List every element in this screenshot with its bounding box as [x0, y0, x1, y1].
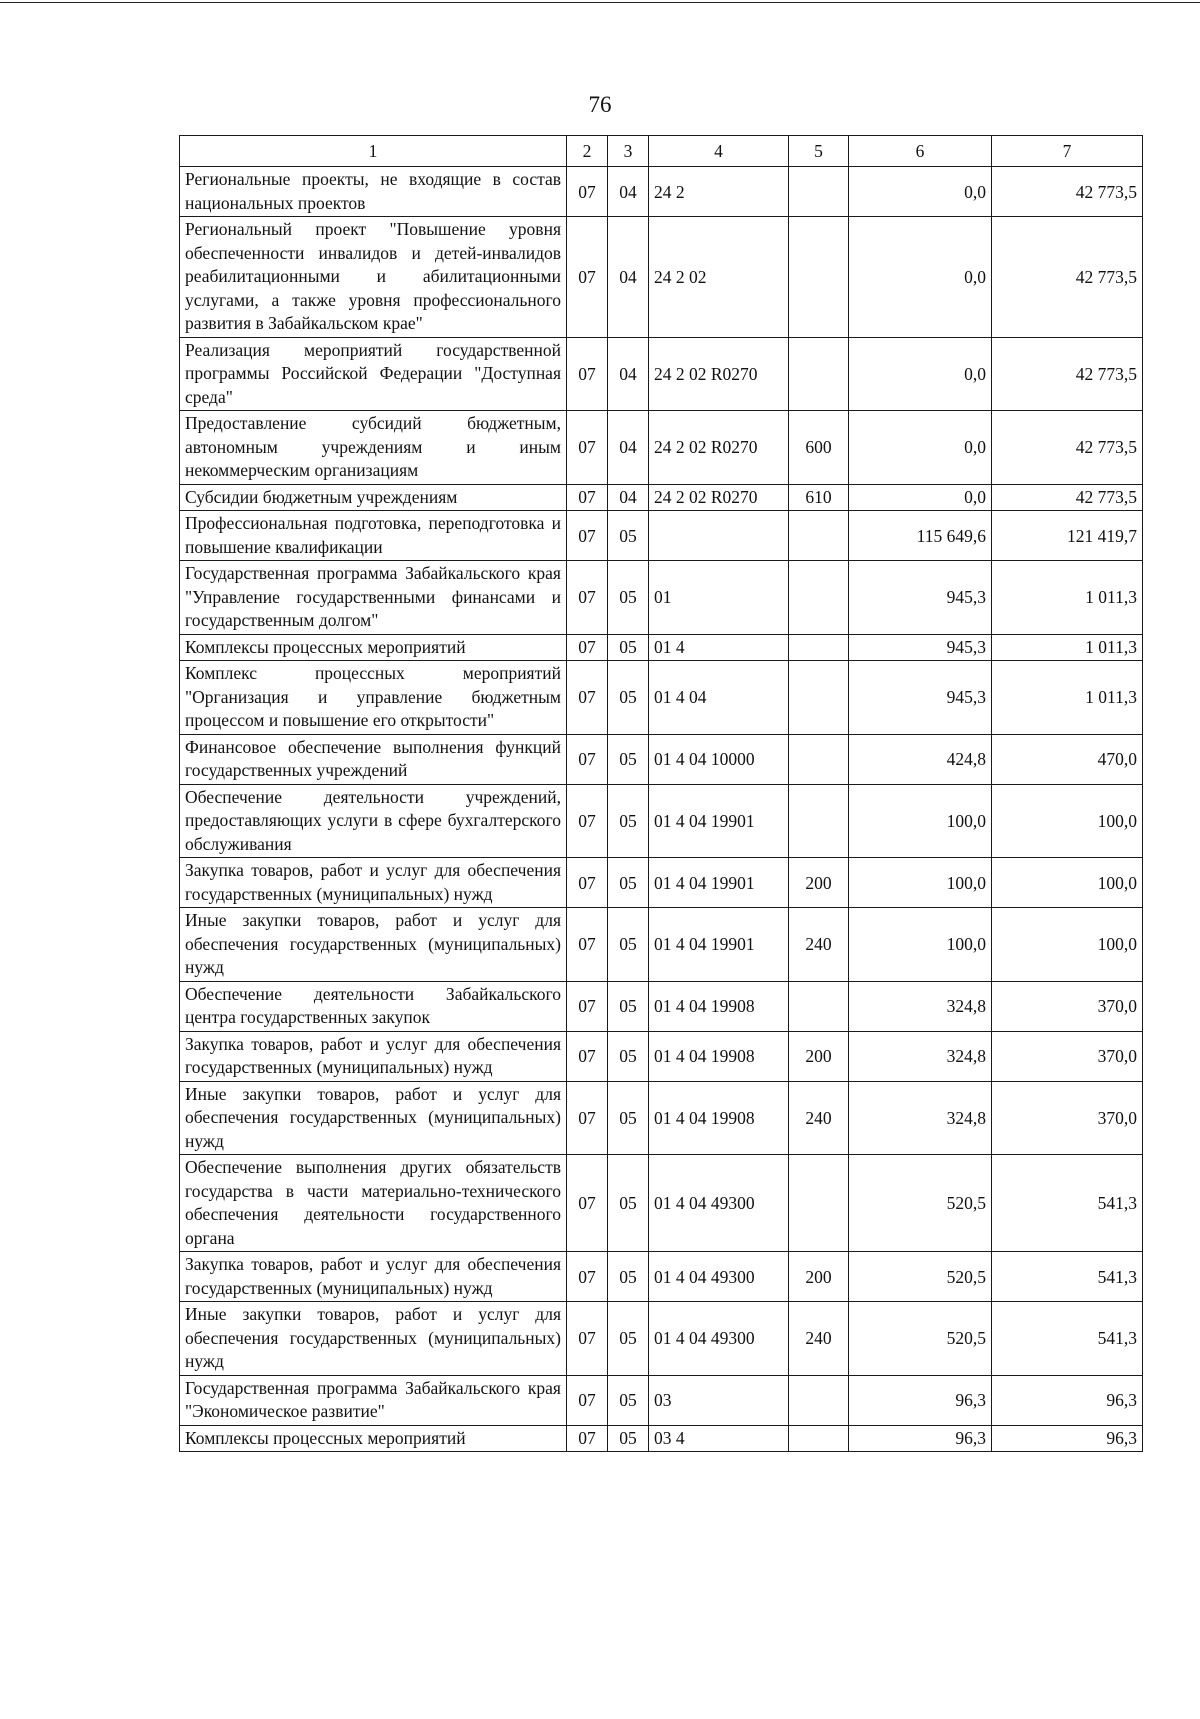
amount-col6: 424,8: [849, 734, 992, 784]
expenditure-name: Предоставление субсидий бюджетным, автономным учреждениям и иным некоммерческим организациям: [180, 411, 567, 485]
expenditure-name: Реализация мероприятий государственной программы Российской Федерации "Доступная среда": [180, 337, 567, 411]
amount-col6: 0,0: [849, 411, 992, 485]
expense-type-code: [789, 511, 849, 561]
section-code: 07: [567, 484, 608, 511]
expense-type-code: 600: [789, 411, 849, 485]
section-code: 07: [567, 511, 608, 561]
target-article-code: 24 2 02 R0270: [649, 411, 789, 485]
amount-col6: 324,8: [849, 1031, 992, 1081]
amount-col7: 100,0: [992, 908, 1143, 982]
target-article-code: 01 4 04 19901: [649, 858, 789, 908]
expense-type-code: 610: [789, 484, 849, 511]
header-cell: 4: [649, 136, 789, 167]
target-article-code: 24 2 02 R0270: [649, 337, 789, 411]
table-row: [180, 1031, 1143, 1081]
amount-col7: 1 011,3: [992, 561, 1143, 635]
target-article-code: 01 4 04 19908: [649, 981, 789, 1031]
amount-col6: 96,3: [849, 1425, 992, 1452]
expense-type-code: 200: [789, 858, 849, 908]
subsection-code: 04: [608, 411, 649, 485]
table-row: [180, 1425, 1143, 1452]
table-row: [180, 1375, 1143, 1425]
section-code: 07: [567, 1425, 608, 1452]
section-code: 07: [567, 981, 608, 1031]
subsection-code: 05: [608, 634, 649, 661]
subsection-code: 05: [608, 511, 649, 561]
table-row: [180, 634, 1143, 661]
target-article-code: 24 2 02: [649, 217, 789, 338]
amount-col7: 42 773,5: [992, 411, 1143, 485]
table-body: [180, 136, 1143, 1452]
expenditure-name: Обеспечение деятельности учреждений, предоставляющих услуги в сфере бухгалтерского обслуживания: [180, 784, 567, 858]
amount-col6: 0,0: [849, 484, 992, 511]
amount-col6: 945,3: [849, 661, 992, 735]
expense-type-code: [789, 734, 849, 784]
table-row: [180, 511, 1143, 561]
target-article-code: 01 4 04 19901: [649, 908, 789, 982]
amount-col6: 520,5: [849, 1155, 992, 1252]
expenditure-name: Обеспечение деятельности Забайкальского центра государственных закупок: [180, 981, 567, 1031]
target-article-code: 01 4 04 19901: [649, 784, 789, 858]
section-code: 07: [567, 1302, 608, 1376]
table-row: [180, 908, 1143, 982]
expense-type-code: [789, 337, 849, 411]
expense-type-code: [789, 1375, 849, 1425]
expense-type-code: 240: [789, 1081, 849, 1155]
table-row: [180, 1252, 1143, 1302]
amount-col6: 100,0: [849, 858, 992, 908]
table-row: [180, 337, 1143, 411]
expenditure-name: Региональные проекты, не входящие в состав национальных проектов: [180, 167, 567, 217]
amount-col7: 121 419,7: [992, 511, 1143, 561]
subsection-code: 05: [608, 1155, 649, 1252]
expenditure-name: Закупка товаров, работ и услуг для обеспечения государственных (муниципальных) нужд: [180, 1031, 567, 1081]
page-number: 76: [588, 92, 612, 117]
expenditure-name: Закупка товаров, работ и услуг для обеспечения государственных (муниципальных) нужд: [180, 858, 567, 908]
amount-col7: 100,0: [992, 858, 1143, 908]
expenditure-name: Финансовое обеспечение выполнения функций государственных учреждений: [180, 734, 567, 784]
amount-col7: 541,3: [992, 1155, 1143, 1252]
subsection-code: 05: [608, 1031, 649, 1081]
subsection-code: 05: [608, 1081, 649, 1155]
table-row: [180, 981, 1143, 1031]
amount-col7: 541,3: [992, 1302, 1143, 1376]
top-rule: [0, 2, 1200, 3]
amount-col7: 370,0: [992, 1081, 1143, 1155]
header-cell: 2: [567, 136, 608, 167]
target-article-code: 01 4 04 49300: [649, 1302, 789, 1376]
subsection-code: 05: [608, 1425, 649, 1452]
table-row: [180, 167, 1143, 217]
amount-col7: 1 011,3: [992, 634, 1143, 661]
subsection-code: 05: [608, 734, 649, 784]
subsection-code: 05: [608, 908, 649, 982]
target-article-code: 01 4: [649, 634, 789, 661]
header-cell: 3: [608, 136, 649, 167]
section-code: 07: [567, 217, 608, 338]
header-row: [180, 136, 1143, 167]
expenditure-name: Иные закупки товаров, работ и услуг для обеспечения государственных (муниципальных) нужд: [180, 908, 567, 982]
amount-col7: 370,0: [992, 1031, 1143, 1081]
header-cell: 7: [992, 136, 1143, 167]
table-row: [180, 1081, 1143, 1155]
amount-col7: 42 773,5: [992, 167, 1143, 217]
expenditure-name: Обеспечение выполнения других обязательств государства в части материально-технического обеспечения деятельности государственного органа: [180, 1155, 567, 1252]
amount-col6: 0,0: [849, 337, 992, 411]
table-row: [180, 734, 1143, 784]
subsection-code: 05: [608, 1302, 649, 1376]
amount-col6: 520,5: [849, 1302, 992, 1376]
amount-col7: 42 773,5: [992, 337, 1143, 411]
amount-col7: 96,3: [992, 1375, 1143, 1425]
table-row: [180, 1155, 1143, 1252]
target-article-code: 24 2 02 R0270: [649, 484, 789, 511]
target-article-code: 24 2: [649, 167, 789, 217]
amount-col7: 96,3: [992, 1425, 1143, 1452]
amount-col6: 324,8: [849, 981, 992, 1031]
amount-col6: 945,3: [849, 634, 992, 661]
target-article-code: 01 4 04 19908: [649, 1081, 789, 1155]
section-code: 07: [567, 1031, 608, 1081]
amount-col7: 100,0: [992, 784, 1143, 858]
section-code: 07: [567, 1155, 608, 1252]
table-row: [180, 561, 1143, 635]
target-article-code: 01 4 04: [649, 661, 789, 735]
expenditure-name: Государственная программа Забайкальского края "Экономическое развитие": [180, 1375, 567, 1425]
amount-col6: 324,8: [849, 1081, 992, 1155]
expense-type-code: [789, 1155, 849, 1252]
target-article-code: 01 4 04 19908: [649, 1031, 789, 1081]
section-code: 07: [567, 734, 608, 784]
expenditure-name: Комплексы процессных мероприятий: [180, 634, 567, 661]
expenditure-name: Субсидии бюджетным учреждениям: [180, 484, 567, 511]
header-cell: 5: [789, 136, 849, 167]
target-article-code: [649, 511, 789, 561]
subsection-code: 05: [608, 1252, 649, 1302]
section-code: 07: [567, 561, 608, 635]
expense-type-code: [789, 784, 849, 858]
section-code: 07: [567, 337, 608, 411]
section-code: 07: [567, 411, 608, 485]
target-article-code: 03 4: [649, 1425, 789, 1452]
expense-type-code: [789, 1425, 849, 1452]
amount-col7: 42 773,5: [992, 484, 1143, 511]
table-row: [180, 484, 1143, 511]
subsection-code: 05: [608, 661, 649, 735]
expense-type-code: 240: [789, 1302, 849, 1376]
amount-col7: 1 011,3: [992, 661, 1143, 735]
subsection-code: 05: [608, 561, 649, 635]
budget-table: [179, 135, 1143, 1452]
amount-col6: 0,0: [849, 217, 992, 338]
header-cell: 1: [180, 136, 567, 167]
subsection-code: 05: [608, 784, 649, 858]
subsection-code: 05: [608, 858, 649, 908]
target-article-code: 03: [649, 1375, 789, 1425]
expense-type-code: [789, 561, 849, 635]
expenditure-name: Иные закупки товаров, работ и услуг для обеспечения государственных (муниципальных) нужд: [180, 1081, 567, 1155]
target-article-code: 01 4 04 49300: [649, 1155, 789, 1252]
section-code: 07: [567, 661, 608, 735]
amount-col6: 0,0: [849, 167, 992, 217]
subsection-code: 04: [608, 217, 649, 338]
section-code: 07: [567, 784, 608, 858]
expense-type-code: [789, 661, 849, 735]
expenditure-name: Региональный проект "Повышение уровня обеспеченности инвалидов и детей-инвалидов реабилитационными и абилитационными услугами, а также уровня профессионального развития в Забайкальском крае": [180, 217, 567, 338]
table-row: [180, 858, 1143, 908]
amount-col6: 520,5: [849, 1252, 992, 1302]
expenditure-name: Государственная программа Забайкальского края "Управление государственными финансами и государственным долгом": [180, 561, 567, 635]
expenditure-name: Профессиональная подготовка, переподготовка и повышение квалификации: [180, 511, 567, 561]
table-row: [180, 1302, 1143, 1376]
subsection-code: 05: [608, 1375, 649, 1425]
amount-col7: 42 773,5: [992, 217, 1143, 338]
section-code: 07: [567, 167, 608, 217]
expenditure-name: Иные закупки товаров, работ и услуг для обеспечения государственных (муниципальных) нужд: [180, 1302, 567, 1376]
amount-col6: 115 649,6: [849, 511, 992, 561]
target-article-code: 01 4 04 10000: [649, 734, 789, 784]
amount-col6: 945,3: [849, 561, 992, 635]
expenditure-name: Закупка товаров, работ и услуг для обеспечения государственных (муниципальных) нужд: [180, 1252, 567, 1302]
target-article-code: 01: [649, 561, 789, 635]
section-code: 07: [567, 1081, 608, 1155]
expense-type-code: [789, 981, 849, 1031]
expenditure-name: Комплекс процессных мероприятий "Организация и управление бюджетным процессом и повышение его открытости": [180, 661, 567, 735]
section-code: 07: [567, 1252, 608, 1302]
subsection-code: 05: [608, 981, 649, 1031]
subsection-code: 04: [608, 484, 649, 511]
table-row: [180, 784, 1143, 858]
table-row: [180, 411, 1143, 485]
header-cell: 6: [849, 136, 992, 167]
section-code: 07: [567, 908, 608, 982]
table-row: [180, 217, 1143, 338]
expense-type-code: 240: [789, 908, 849, 982]
expense-type-code: [789, 217, 849, 338]
expense-type-code: 200: [789, 1252, 849, 1302]
amount-col7: 470,0: [992, 734, 1143, 784]
expenditure-name: Комплексы процессных мероприятий: [180, 1425, 567, 1452]
expense-type-code: 200: [789, 1031, 849, 1081]
subsection-code: 04: [608, 167, 649, 217]
amount-col6: 96,3: [849, 1375, 992, 1425]
amount-col7: 370,0: [992, 981, 1143, 1031]
amount-col6: 100,0: [849, 784, 992, 858]
target-article-code: 01 4 04 49300: [649, 1252, 789, 1302]
amount-col7: 541,3: [992, 1252, 1143, 1302]
expense-type-code: [789, 634, 849, 661]
section-code: 07: [567, 858, 608, 908]
table-row: [180, 661, 1143, 735]
subsection-code: 04: [608, 337, 649, 411]
section-code: 07: [567, 634, 608, 661]
section-code: 07: [567, 1375, 608, 1425]
amount-col6: 100,0: [849, 908, 992, 982]
expense-type-code: [789, 167, 849, 217]
